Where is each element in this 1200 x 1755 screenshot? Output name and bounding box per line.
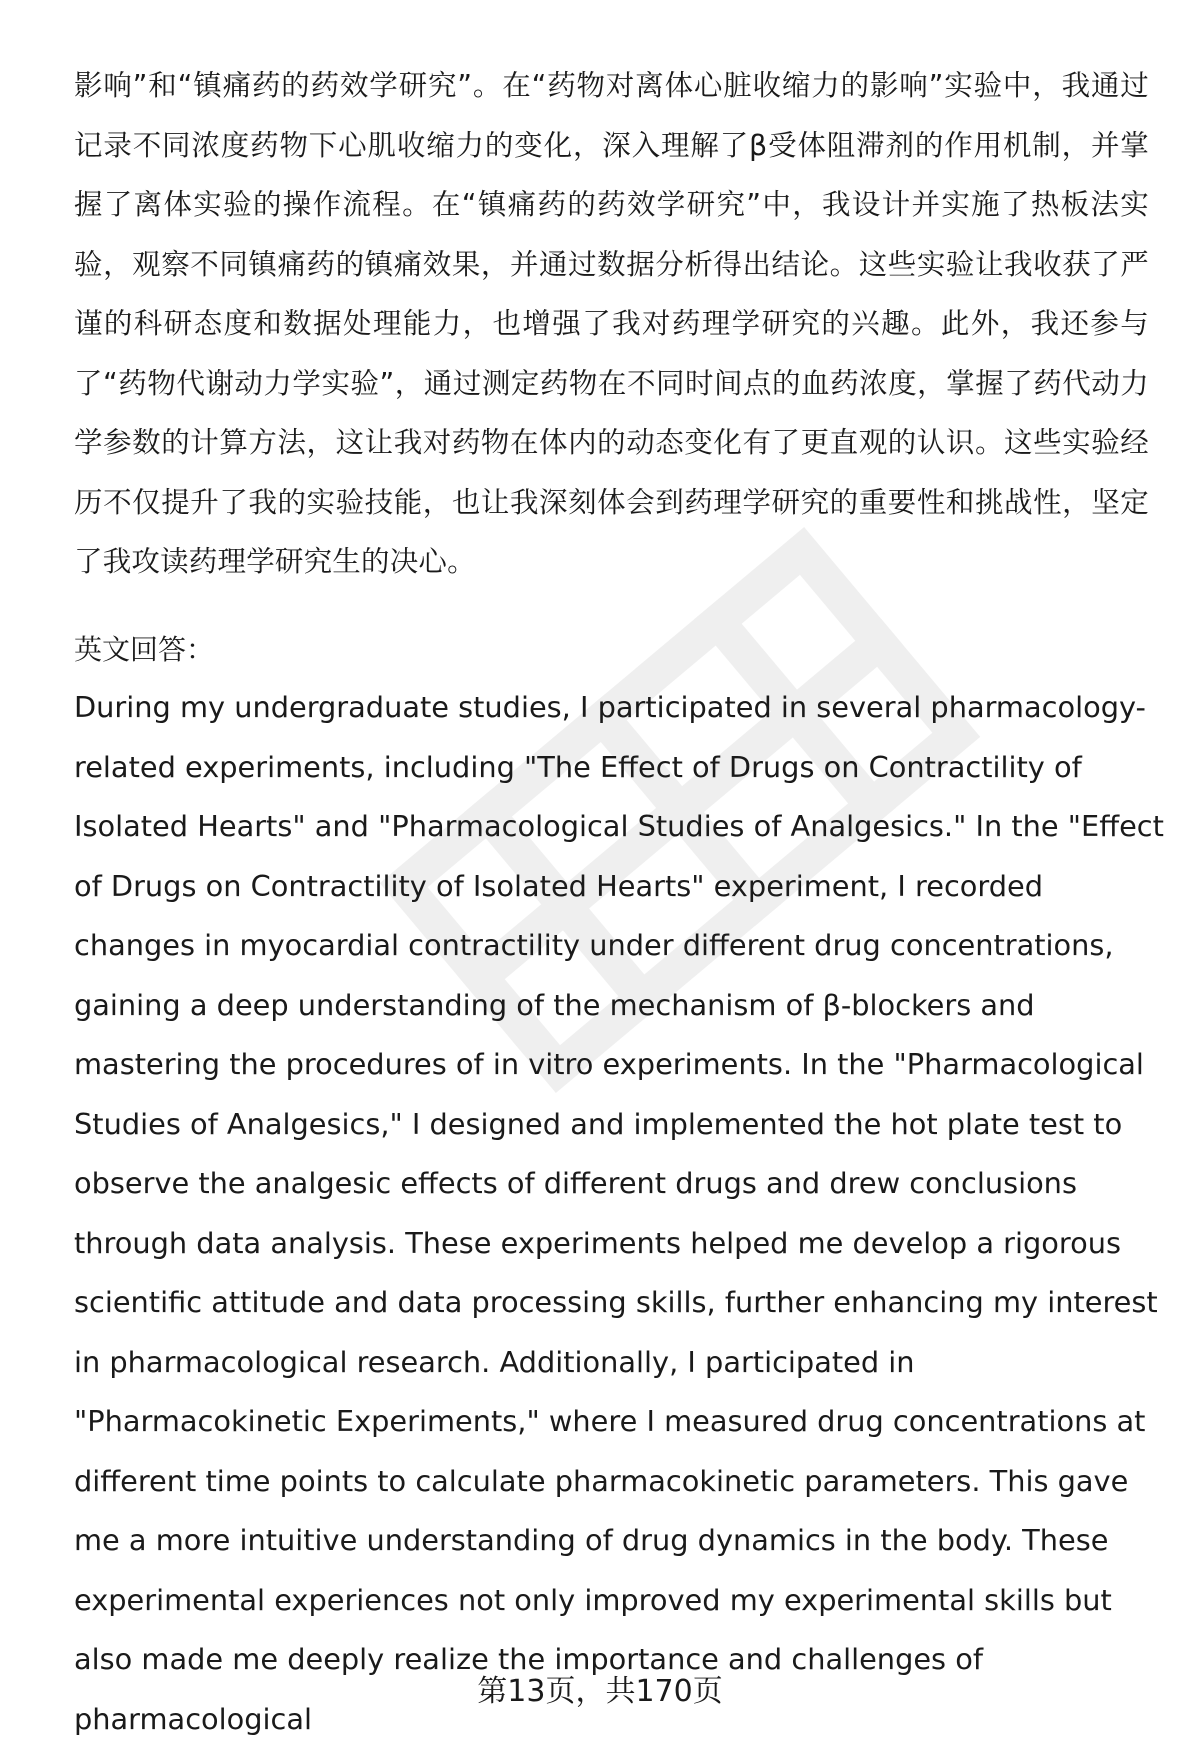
english-answer-label: 英文回答： [74,633,215,666]
english-answer-paragraph: During my undergraduate studies, I participated in several pharmacology-related experiments, including "The Effect of Drugs on Contractility of Isolated Hearts" and "Pharmacological Studies of Analgesics." In the "Effect of Drugs on Contractility of Isolated Hearts" experiment, I recorded changes in myocardial contractility under different drug concentrations, gaining a deep understanding of the mechanism of β-blockers and mastering the procedures of in vitro experiments. In the "Pharmacological Studies of Analgesics," I designed and implemented the hot plate test to observe the analgesic effects of different drugs and drew conclusions through data analysis. These experiments helped me develop a rigorous scientific attitude and data processing skills, further enhancing my interest in pharmacological research. Additionally, I participated in "Pharmacokinetic Experiments," where I measured drug concentrations at different time points to calculate pharmacokinetic parameters. This gave me a more intuitive understanding of drug dynamics in the body. These experimental experiences not only improved my experimental skills but also made me deeply realize the importance and challenges of pharmacological [74,690,1164,1736]
page-number-footer: 第13页，共170页 [477,1674,723,1709]
chinese-answer-paragraph: 影响”和“镇痛药的药效学研究”。在“药物对离体心脏收缩力的影响”实验中，我通过记录不同浓度药物下心肌收缩力的变化，深入理解了β受体阻滞剂的作用机制，并掌握了离体实验的操作流程。在“镇痛药的药效学研究”中，我设计并实施了热板法实验，观察不同镇痛药的镇痛效果，并通过数据分析得出结论。这些实验让我收获了严谨的科研态度和数据处理能力，也增强了我对药理学研究的兴趣。此外，我还参与了“药物代谢动力学实验”，通过测定药物在不同时间点的血药浓度，掌握了药代动力学参数的计算方法，这让我对药物在体内的动态变化有了更直观的认识。这些实验经历不仅提升了我的实验技能，也让我深刻体会到药理学研究的重要性和挑战性，坚定了我攻读药理学研究生的决心。 [74,69,1149,578]
